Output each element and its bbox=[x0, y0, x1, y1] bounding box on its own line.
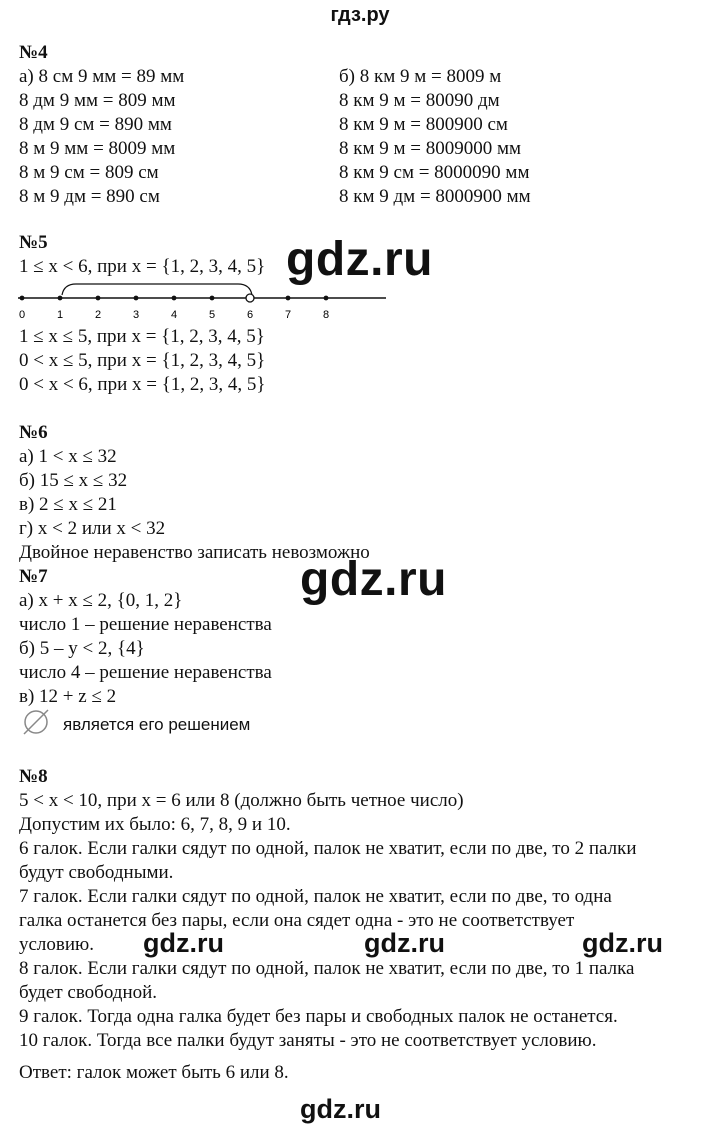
point-8 bbox=[324, 296, 329, 301]
task8-heading: №8 bbox=[19, 766, 48, 787]
tick-label-7: 7 bbox=[284, 309, 292, 321]
task6-line-5: Двойное неравенство записать невозможно bbox=[19, 542, 370, 563]
point-4 bbox=[172, 296, 177, 301]
task8-line-8: 8 галок. Если галки сядут по одной, палок не хватит, если по две, то 1 палка bbox=[19, 958, 635, 979]
task8-line-10: 9 галок. Тогда одна галка будет без пары и свободных палок не останется. bbox=[19, 1006, 618, 1027]
task4-b-line-4: 8 км 9 м = 8009000 мм bbox=[339, 138, 522, 159]
task6-heading: №6 bbox=[19, 422, 48, 443]
task7-line-1: а) x + x ≤ 2, {0, 1, 2} bbox=[19, 590, 183, 611]
task7-empty-set-text: является его решением bbox=[63, 715, 251, 734]
task4-b-line-3: 8 км 9 м = 800900 см bbox=[339, 114, 508, 135]
site-header: гдз.ру bbox=[330, 4, 390, 26]
task8-line-4: будут свободными. bbox=[19, 862, 174, 883]
task4-a-line-2: 8 дм 9 мм = 809 мм bbox=[19, 90, 176, 111]
task8-line-2: Допустим их было: 6, 7, 8, 9 и 10. bbox=[19, 814, 291, 835]
interval-arc bbox=[62, 284, 252, 295]
task8-line-11: 10 галок. Тогда все палки будут заняты - это не соответствует условию. bbox=[19, 1030, 597, 1051]
task5-heading: №5 bbox=[19, 232, 48, 253]
tick-label-3: 3 bbox=[132, 309, 140, 321]
task8-line-6: галка останется без пары, если она сядет одна - это не соответствует bbox=[19, 910, 575, 931]
task6-line-3: в) 2 ≤ x ≤ 21 bbox=[19, 494, 117, 515]
task4-a-line-6: 8 м 9 дм = 890 см bbox=[19, 186, 160, 207]
task6-line-2: б) 15 ≤ x ≤ 32 bbox=[19, 470, 128, 491]
watermark-3: gdz.ru bbox=[143, 928, 224, 958]
task7-line-5: в) 12 + z ≤ 2 bbox=[19, 686, 117, 707]
point-1 bbox=[58, 296, 63, 301]
task8-line-5: 7 галок. Если галки сядут по одной, палок не хватит, если по две, то одна bbox=[19, 886, 612, 907]
task6-line-4: г) x < 2 или x < 32 bbox=[19, 518, 166, 539]
tick-label-6: 6 bbox=[246, 309, 254, 321]
task4-a-line-3: 8 дм 9 см = 890 мм bbox=[19, 114, 172, 135]
watermark-4: gdz.ru bbox=[364, 928, 445, 958]
task5-line-2: 0 < x ≤ 5, при x = {1, 2, 3, 4, 5} bbox=[19, 350, 266, 371]
point-3 bbox=[134, 296, 139, 301]
empty-set-icon bbox=[21, 708, 51, 736]
task7-line-4: число 4 – решение неравенства bbox=[19, 662, 272, 683]
task6-line-1: а) 1 < x ≤ 32 bbox=[19, 446, 117, 467]
tick-label-5: 5 bbox=[208, 309, 216, 321]
task7-line-2: число 1 – решение неравенства bbox=[19, 614, 272, 635]
task8-line-9: будет свободной. bbox=[19, 982, 158, 1003]
open-point-6 bbox=[246, 294, 254, 302]
point-0 bbox=[20, 296, 25, 301]
tick-label-8: 8 bbox=[322, 309, 330, 321]
tick-label-0: 0 bbox=[18, 309, 26, 321]
tick-label-1: 1 bbox=[56, 309, 64, 321]
task4-heading: №4 bbox=[19, 42, 48, 63]
point-2 bbox=[96, 296, 101, 301]
task4-b-line-5: 8 км 9 см = 8000090 мм bbox=[339, 162, 530, 183]
task4-b-line-1: б) 8 км 9 м = 8009 м bbox=[339, 66, 502, 87]
tick-label-4: 4 bbox=[170, 309, 178, 321]
task4-a-line-1: а) 8 см 9 мм = 89 мм bbox=[19, 66, 185, 87]
task8-line-1: 5 < x < 10, при x = 6 или 8 (должно быть четное число) bbox=[19, 790, 464, 811]
task8-line-3: 6 галок. Если галки сядут по одной, палок не хватит, если по две, то 2 палки bbox=[19, 838, 637, 859]
watermark-5: gdz.ru bbox=[582, 928, 663, 958]
watermark-2: gdz.ru bbox=[300, 553, 447, 606]
task4-a-line-5: 8 м 9 см = 809 см bbox=[19, 162, 159, 183]
task4-a-line-4: 8 м 9 мм = 8009 мм bbox=[19, 138, 176, 159]
task8-line-7: условию. bbox=[19, 934, 94, 955]
task4-b-line-6: 8 км 9 дм = 8000900 мм bbox=[339, 186, 531, 207]
point-5 bbox=[210, 296, 215, 301]
task5-line-1: 1 ≤ x ≤ 5, при x = {1, 2, 3, 4, 5} bbox=[19, 326, 265, 347]
watermark-6: gdz.ru bbox=[300, 1094, 381, 1124]
watermark-1: gdz.ru bbox=[286, 233, 433, 286]
point-7 bbox=[286, 296, 291, 301]
task8-answer: Ответ: галок может быть 6 или 8. bbox=[19, 1062, 289, 1083]
tick-label-2: 2 bbox=[94, 309, 102, 321]
task5-first-line: 1 ≤ x < 6, при x = {1, 2, 3, 4, 5} bbox=[19, 256, 266, 277]
task5-line-3: 0 < x < 6, при x = {1, 2, 3, 4, 5} bbox=[19, 374, 266, 395]
task7-heading: №7 bbox=[19, 566, 48, 587]
task4-b-line-2: 8 км 9 м = 80090 дм bbox=[339, 90, 500, 111]
task7-line-3: б) 5 – y < 2, {4} bbox=[19, 638, 145, 659]
